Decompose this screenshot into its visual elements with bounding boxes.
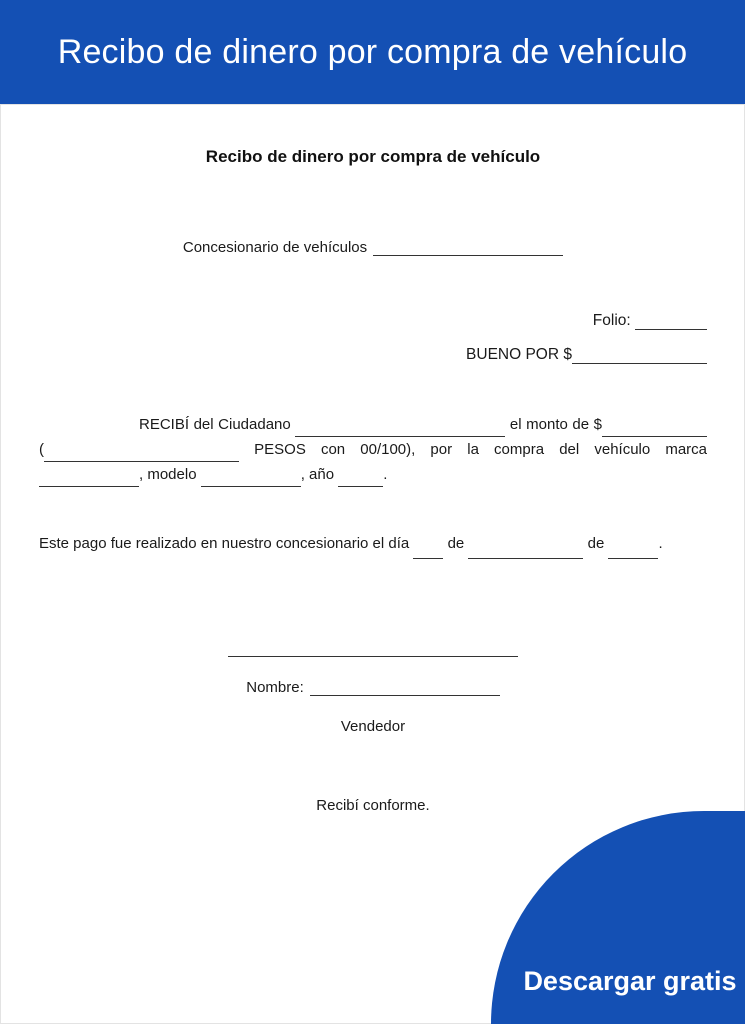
folio-amount-block (39, 312, 707, 364)
folio-row (39, 312, 707, 330)
amount-row (39, 346, 707, 364)
open-paren: ( (39, 441, 44, 458)
payment-text: Este pago fue realizado en nuestro concesionario el día (39, 535, 410, 552)
brand-blank (39, 473, 139, 487)
recibi-text: RECIBÍ del Ciudadano (139, 416, 291, 433)
year-blank (338, 473, 383, 487)
model-text: , modelo (139, 466, 197, 483)
document-title: Recibo de dinero por compra de vehículo (205, 147, 541, 166)
monto-text: el monto de (509, 416, 590, 433)
document-body (39, 105, 707, 814)
vehicle-brand-text: del vehículo marca (559, 441, 708, 458)
name-label: Nombre: (246, 679, 304, 696)
conforme-text: Recibí conforme. (316, 797, 430, 814)
de-text-1: de (447, 535, 465, 552)
dealer-label: Concesionario de vehículos (182, 239, 368, 256)
period-2: . (658, 535, 663, 552)
paragraph-payment-date (39, 529, 707, 559)
signature-line (228, 655, 518, 657)
day-blank (413, 545, 443, 559)
signature-block (39, 655, 707, 814)
amount-words-blank (44, 448, 239, 462)
name-blank (310, 682, 500, 696)
folio-blank (635, 316, 707, 330)
month-blank (468, 545, 583, 559)
amount-number-blank (602, 423, 707, 437)
amount-label: BUENO POR $ (466, 346, 572, 363)
download-free-label: Descargar gratis (523, 966, 737, 996)
dealer-line (39, 239, 707, 256)
seller-role: Vendedor (340, 718, 406, 735)
year-text: , año (300, 466, 335, 483)
period-1: . (383, 466, 388, 483)
folio-label: Folio: (592, 312, 631, 329)
name-row (39, 679, 707, 696)
model-blank (201, 473, 301, 487)
pesos-text: PESOS con 00/100), por la compra (254, 441, 545, 458)
dealer-blank (373, 241, 563, 256)
amount-blank (572, 350, 707, 364)
dollar-sign: $ (593, 416, 602, 433)
header-banner (0, 0, 745, 104)
de-text-2: de (587, 535, 605, 552)
year-blank-2 (608, 545, 658, 559)
paragraph-receipt (39, 412, 707, 487)
citizen-blank (295, 423, 505, 437)
page-title: Recibo de dinero por compra de vehículo (57, 32, 688, 71)
